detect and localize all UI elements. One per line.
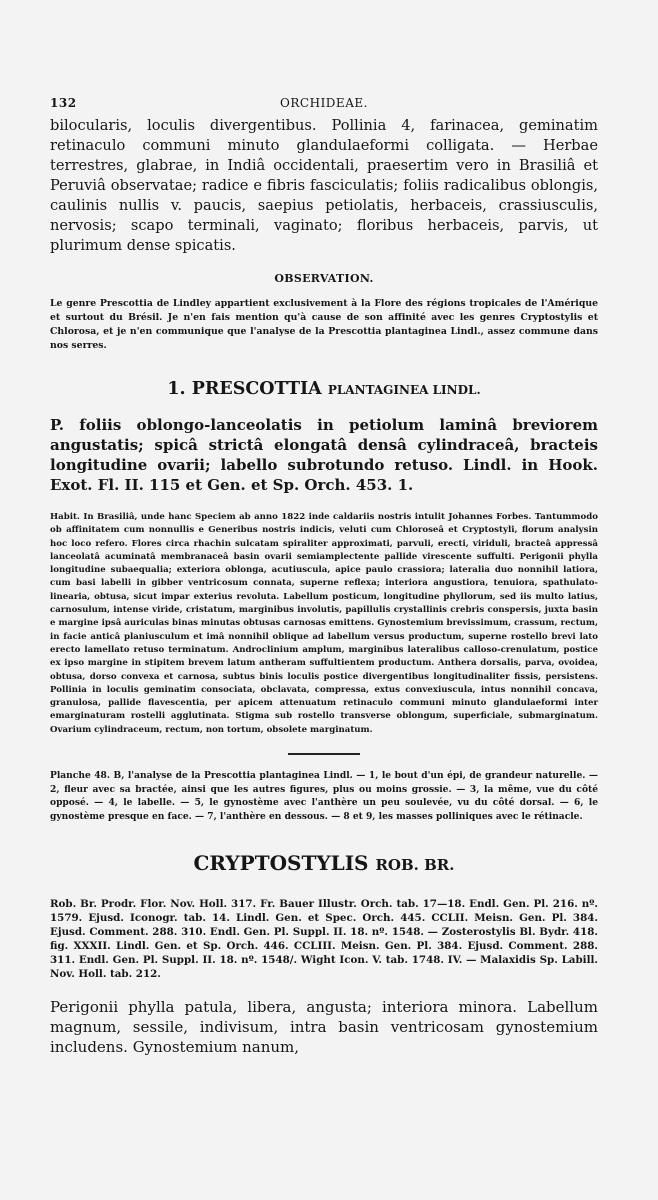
species-name: PRESCOTTIA bbox=[191, 379, 322, 399]
species-number: 1. bbox=[167, 379, 186, 399]
observation-text: Le genre Prescottia de Lindley appartient exclusivement à la Flore des régions tropicales de l'Amérique et surtout du Brésil. Je n'en fais mention qu'à cause de son affinité avec les genres Cryptostylis et Chlorosa, et je n'en communique que l'analyse de la Prescottia plantaginea Lindl., assez commune dans nos serres. bbox=[50, 298, 598, 351]
genus-description: Perigonii phylla patula, libera, angusta; interiora minora. Labellum magnum, sessile, indivisum, intra basin ventricosam gynostemium includens. Gynostemium nanum, bbox=[50, 998, 598, 1057]
section-divider bbox=[288, 753, 360, 755]
species-heading bbox=[50, 379, 598, 399]
page-number: 132 bbox=[50, 96, 77, 110]
running-header bbox=[50, 96, 598, 114]
plate-caption: Planche 48. B, l'analyse de la Prescottia plantaginea Lindl. — 1, le bout d'un épi, de grandeur naturelle. — 2, fleur avec sa bractée, ainsi que les autres figures, plus ou moins grossie. — 3, la même, vue du côté opposé. — 4, le labelle. — 5, le gynostème avec l'anthère un peu soulevée, vu du côté dorsal. — 6, le gynostème presque en face. — 7, l'anthère en dessous. — 8 et 9, les masses polliniques avec le rétinacle. bbox=[50, 770, 598, 822]
species-habitat: Habit. In Brasiliâ, unde hanc Speciem ab anno 1822 inde caldariis nostris intulit Johannes Forbes. Tantummodo ob affinitatem cum nonnullis e Generibus nostris indicis, veluti cum Chloroseâ et Cryptostyli, florum analysin hoc loco refero. Flores circa rhachin sulcatam spiraliter approximati, parvuli, erecti, viriduli, bracteâ appressâ lanceolatâ acuminatâ membranaceâ basin ovarii semiamplectente pallide virescente suffulti. Perigonii phylla longitudine subaequalia; exteriora oblonga, acutiuscula, apice paulo crassiora; lateralia duo nonnihil latiora, cum basi labelli in gibber ventricosum connata, superne reflexa; interiora angustiora, tenuiora, spathulato-linearia, obtusa, sicut impar exterius revoluta. Labellum posticum, longitudine phyllorum, sed iis multo latius, carnosulum, intense viride, cristatum, marginibus involutis, papillulis crystallinis crebris conspersis, juxta basin e margine ipsâ auriculas binas minutas obtusas carnosas emittens. Gynostemium brevissimum, crassum, rectum, in facie anticâ planiusculum et imâ nonnihil oblique ad labellum versus productum, superne rostello brevi lato erecto lamellato retuso terminatum. Androclinium amplum, marginibus lateralibus calloso-crenulatum, postice ex ipso margine in stipitem brevem latum antheram suffultientem productum. Anthera dorsalis, parva, ovoidea, obtusa, dorso convexa et carnosa, subtus binis loculis postice divergentibus longitudinaliter fissis, persistens. Pollinia in loculis geminatim consociata, obclavata, compressa, extus convexiuscula, intus nonnihil concava, granulosa, pallide flavescentia, per apicem attenuatum retinaculo communi minuto glandulaeformi inter emarginaturam rostelli agglutinata. Stigma sub rostello transverse oblongum, superficiale, submarginatum. Ovarium cylindraceum, rectum, non tortum, obsolete marginatum. bbox=[50, 512, 598, 735]
genus-authority: ROB. BR. bbox=[375, 856, 455, 875]
observation-title: OBSERVATION. bbox=[274, 272, 374, 285]
intro-paragraph: bilocularis, loculis divergentibus. Pollinia 4, farinacea, geminatim retinaculo communi minuto glandulaeformi colligata. — Herbae terrestres, glabrae, in Indiâ occidentali, praesertim vero in Brasiliâ et Peruviâ observatae; radice e fibris fasciculatis; foliis radicalibus oblongis, caulinis nullis v. paucis, saepius petiolatis, herbaceis, crassiusculis, nervosis; scapo terminali, vaginato; floribus herbaceis, parvis, ut plurimum dense spicatis. bbox=[50, 117, 598, 254]
genus-references: Rob. Br. Prodr. Flor. Nov. Holl. 317. Fr. Bauer Illustr. Orch. tab. 17—18. Endl. Gen. Pl. 216. nº. 1579. Ejusd. Iconogr. tab. 14. Lindl. Gen. et Spec. Orch. 445. CCLII. Meisn. Gen. Pl. 384. Ejusd. Comment. 288. 310. Endl. Gen. Pl. Suppl. II. 18. nº. 1548. — Zosterostylis Bl. Bydr. 418. fig. XXXII. Lindl. Gen. et Sp. Orch. 446. CCLIII. Meisn. Gen. Pl. 384. Ejusd. Comment. 288. 311. Endl. Gen. Pl. Suppl. II. 18. nº. 1548/. Wight Icon. V. tab. 1748. IV. — Malaxidis Sp. Labill. Nov. Holl. tab. 212. bbox=[50, 898, 598, 981]
species-diagnosis: P. foliis oblongo-lanceolatis in petiolum laminâ breviorem angustatis; spicâ strictâ elongatâ densâ cylindraceâ, bracteis longitudine ovarii; labello subrotundo retuso. Lindl. in Hook. Exot. Fl. II. 115 et Gen. et Sp. Orch. 453. 1. bbox=[50, 416, 598, 494]
species-epithet: PLANTAGINEA LINDL. bbox=[327, 383, 481, 397]
running-title: ORCHIDEAE. bbox=[280, 96, 368, 110]
page-content bbox=[50, 96, 598, 1057]
genus-heading bbox=[50, 851, 598, 875]
genus-name: CRYPTOSTYLIS bbox=[193, 851, 369, 876]
